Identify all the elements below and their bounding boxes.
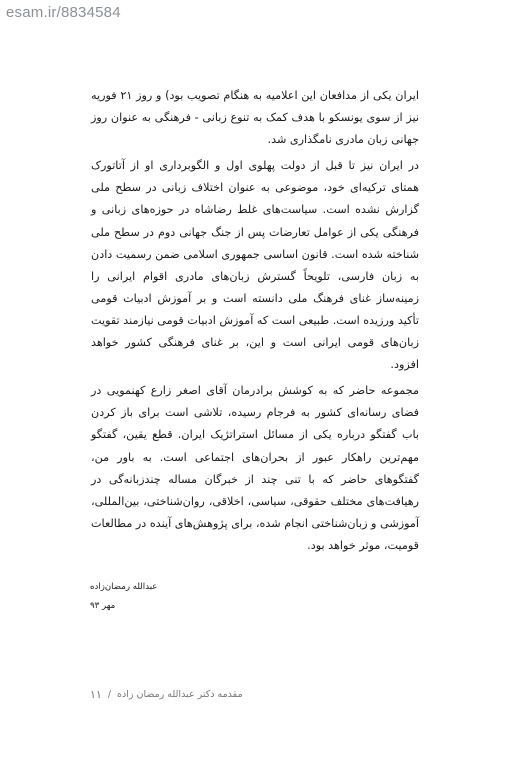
body-text	[91, 85, 419, 557]
page-footer	[90, 688, 243, 701]
signature-name: عبدالله رمضان‌زاده	[90, 582, 158, 592]
footer-separator: /	[107, 689, 112, 700]
signature-date: مهر ۹۳	[90, 601, 116, 611]
paragraph-2: در ایران نیز تا قبل از دولت پهلوی اول و الگوبرداری او از آتاتورک همتای ترکیه‌ای خود، موضوعی به عنوان اختلاف زبانی در سطح ملی گزارش نشده است. سیاست‌های غلط رضاشاه در حوزه‌های زبانی و فرهنگی یکی از عوامل تعارضات پس از جنگ جهانی دوم در سطح ملی شناخته شده است. قانون اساسی جمهوری اسلامی ضمن رسمیت دادن به زبان فارسی، تلویحاً گسترش زبان‌های مادری اقوام ایرانی را زمینه‌ساز غنای فرهنگ ملی دانسته است و بر آموزش ادبیات قومی تأکید ورزیده است. طبیعی است که آموزش ادبیات قومی نیازمند تقویت زبان‌های قومی ایرانی است و این، بر غنای فرهنگی کشور خواهد افزود.	[90, 159, 419, 372]
page-number: ۱۱	[90, 688, 102, 701]
running-title: مقدمه دکتر عبدالله رمضان زاده	[117, 689, 243, 700]
signature-block	[90, 578, 157, 616]
paragraph-3: مجموعه حاضر که به کوشش برادرمان آقای اصغر زارع کهنمویی در فضای رسانه‌ای کشور به فرجام رسیده، تلاشی است برای باز کردن باب گفتگو درباره یکی از مسائل استراتژیک ایران. قطع یقین، گفتگو مهم‌ترین راهکار عبور از بحران‌های اجتماعی است. به باور من، گفتگوهای حاضر که با تنی چند از خبرگان مساله چندزبانه‌گی در رهیافت‌های مختلف حقوقی، سیاسی، اخلاقی، روان‌شناختی، بین‌المللی، آموزشی و زبان‌شناختی انجام شده، برای پژوهش‌های آینده در مطالعات قومیت، موثر خواهد بود.	[91, 384, 419, 552]
paragraph-1: ایران یکی از مدافعان این اعلامیه به هنگام تصویب بود) و روز ۲۱ فوریه نیز از سوی یونسکو با هدف کمک به تنوع زبانی - فرهنگی به عنوان روز جهانی زبان مادری نامگذاری شد.	[91, 89, 419, 147]
watermark: esam.ir/8834584	[6, 4, 121, 21]
